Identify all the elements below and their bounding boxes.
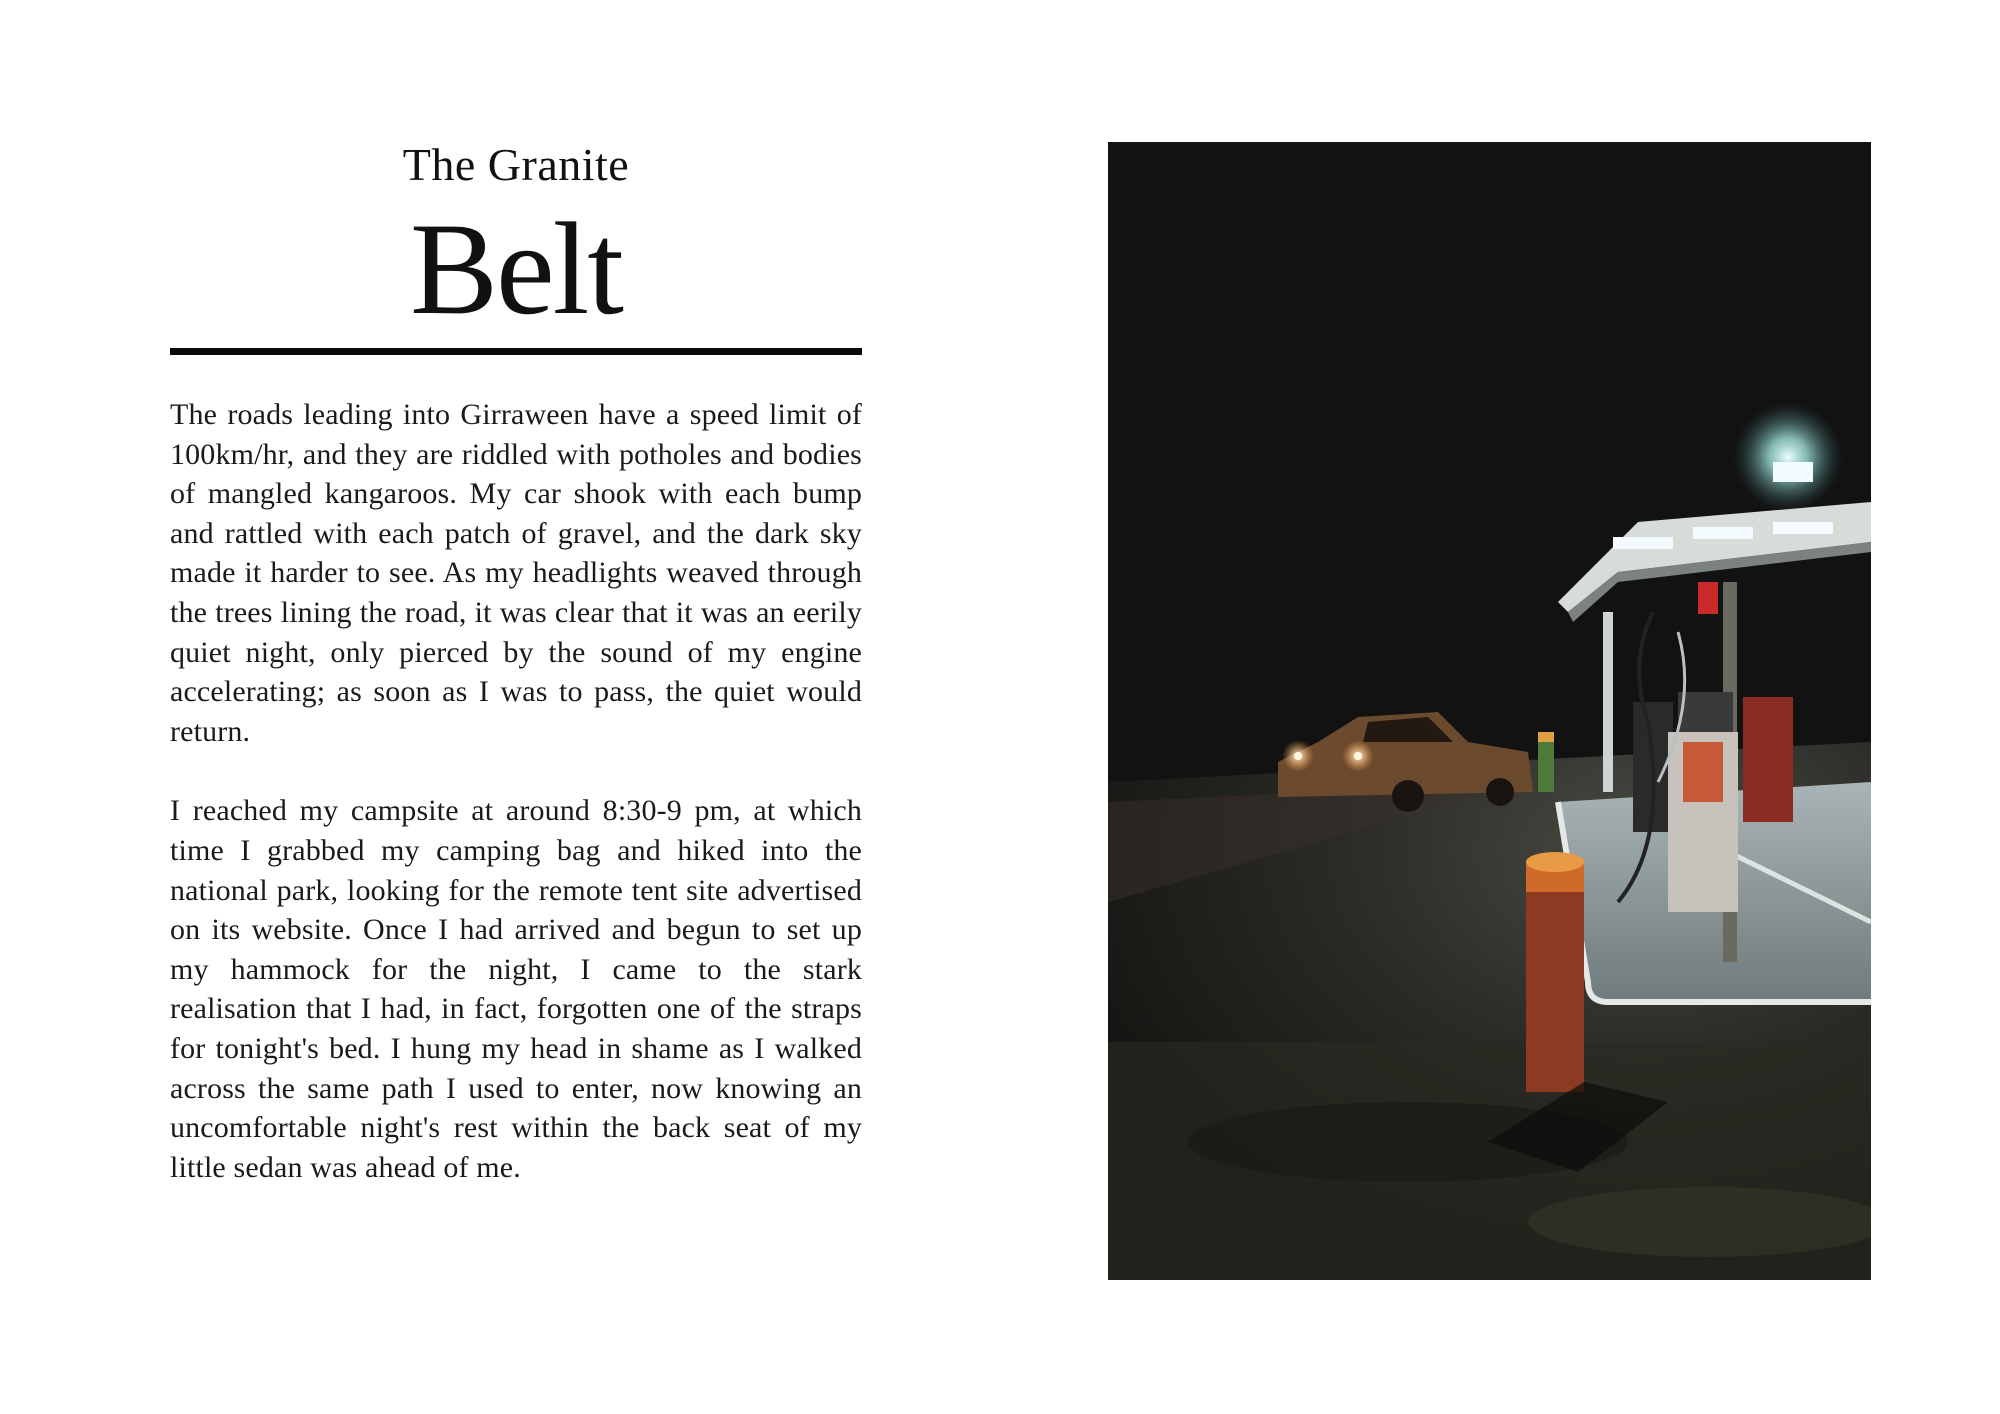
paragraph-1: The roads leading into Girraween have a speed limit of 100km/hr, and they are riddled with potholes and bodies of mangled kangaroos. My car shook with each bump and rattled with each patch of gravel, and the dark sky made it harder to see. As my headlights weaved through the trees lining the road, it was clear that it was an eerily quiet night, only pierced by the sound of my engine accelerating; as soon as I was to pass, the quiet would return. <box>170 398 862 748</box>
article-text-column <box>170 130 862 1227</box>
title-divider <box>170 348 862 355</box>
article-body <box>170 395 862 1187</box>
title-block <box>170 130 862 342</box>
title-large: Belt <box>410 195 622 342</box>
gas-station-night-photo <box>1108 142 1871 1280</box>
title-small: The Granite <box>402 139 630 190</box>
photo-illustration <box>1108 142 1871 1280</box>
paragraph-2: I reached my campsite at around 8:30-9 pm, at which time I grabbed my camping bag and hiked into the national park, looking for the remote tent site advertised on its website. Once I had arrived and begun to set up my hammock for the night, I came to the stark realisation that I had, in fact, forgotten one of the straps for tonight's bed. I hung my head in shame as I walked across the same path I used to enter, now knowing an uncomfortable night's rest within the back seat of my little sedan was ahead of me. <box>170 794 862 1184</box>
